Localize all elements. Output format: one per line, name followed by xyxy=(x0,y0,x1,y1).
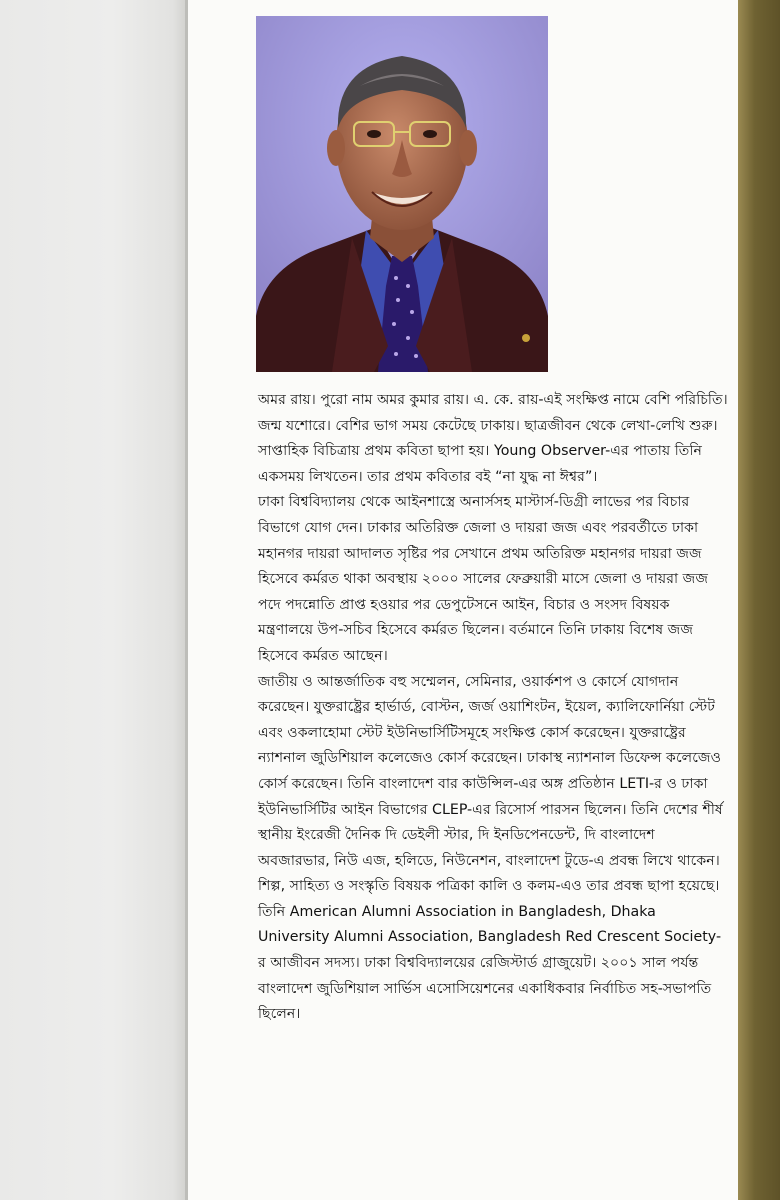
bio-paragraph-intro: অমর রায়। পুরো নাম অমর কুমার রায়। এ. কে. রায়-এই সংক্ষিপ্ত নামে বেশি পরিচিতি। জন্ম যশোরে। বেশির ভাগ সময় কেটেছে ঢাকায়। ছাত্রজীবন থেকে লেখা-লেখি শুরু। সাপ্তাহিক বিচিত্রায় প্রথম কবিতা ছাপা হয়। Young Observer-এর পাতায় তিনি একসময় লিখতেন। তার প্রথম কবিতার বই “না যুদ্ধ না ঈশ্বর”। xyxy=(258,392,728,485)
author-portrait-icon xyxy=(256,16,548,372)
bio-paragraph-career: ঢাকা বিশ্ববিদ্যালয় থেকে আইনশাস্ত্রে অনার্সসহ মাস্টার্স-ডিগ্রী লাভের পর বিচার বিভাগে যোগ দেন। ঢাকার অতিরিক্ত জেলা ও দায়রা জজ এবং পরবর্তীতে ঢাকা মহানগর দায়রা আদালত সৃষ্টির পর সেখানে প্রথম অতিরিক্ত মহানগর দায়রা জজ হিসেবে কর্মরত থাকা অবস্থায় ২০০০ সালের ফেব্রুয়ারী মাসে জেলা ও দায়রা জজ পদে পদন্নোতি প্রাপ্ত হওয়ার পর ডেপুটেসনে আইন, বিচার ও সংসদ বিষয়ক মন্ত্রণালয়ে উপ-সচিব হিসেবে কর্মরত ছিলেন। বর্তমানে তিনি ঢাকায় বিশেষ জজ হিসেবে কর্মরত আছেন। xyxy=(258,494,709,664)
cover-edge xyxy=(738,0,780,1200)
author-photo xyxy=(256,16,548,372)
left-page-margin xyxy=(0,0,188,1200)
author-biography xyxy=(258,388,728,1028)
bio-paragraph-activities: জাতীয় ও আন্তর্জাতিক বহু সম্মেলন, সেমিনার, ওয়ার্কশপ ও কোর্সে যোগদান করেছেন। যুক্তরাষ্ট্রের হার্ভার্ড, বোস্টন, জর্জ ওয়াশিংটন, ইয়েল, ক্যালিফোর্নিয়া স্টেট এবং ওকলাহোমা স্টেট ইউনিভার্সিটিসমূহে সংক্ষিপ্ত কোর্স করেছেন। যুক্তরাষ্ট্রের ন্যাশনাল জুডিশিয়াল কলেজেও কোর্স করেছেন। ঢাকাস্থ ন্যাশনাল ডিফেন্স কলেজেও কোর্স করেছেন। তিনি বাংলাদেশ বার কাউন্সিল-এর অঙ্গ প্রতিষ্ঠান LETI-র ও ঢাকা ইউনিভার্সিটির আইন বিভাগের CLEP-এর রিসোর্স পারসন ছিলেন। তিনি দেশের শীর্ষ স্থানীয় ইংরেজী দৈনিক দি ডেইলী স্টার, দি ইনডিপেনডেন্ট, দি বাংলাদেশ অবজারভার, নিউ এজ, হলিডে, নিউনেশন, বাংলাদেশ টুডে-এ প্রবন্ধ লিখে থাকেন। শিল্প, সাহিত্য ও সংস্কৃতি বিষয়ক পত্রিকা কালি ও কলম-এও তার প্রবন্ধ ছাপা হয়েছে। তিনি American Alumni Association in Bangladesh, Dhaka University Alumni Association, Bangladesh Red Crescent Society-র আজীবন সদস্য। ঢাকা বিশ্ববিদ্যালয়ের রেজিস্টার্ড গ্রাজুয়েট। ২০০১ সাল পর্যন্ত বাংলাদেশ জুডিশিয়াল সার্ভিস এসোসিয়েশনের একাধিকবার নির্বাচিত সহ-সভাপতি ছিলেন। xyxy=(258,673,723,1023)
